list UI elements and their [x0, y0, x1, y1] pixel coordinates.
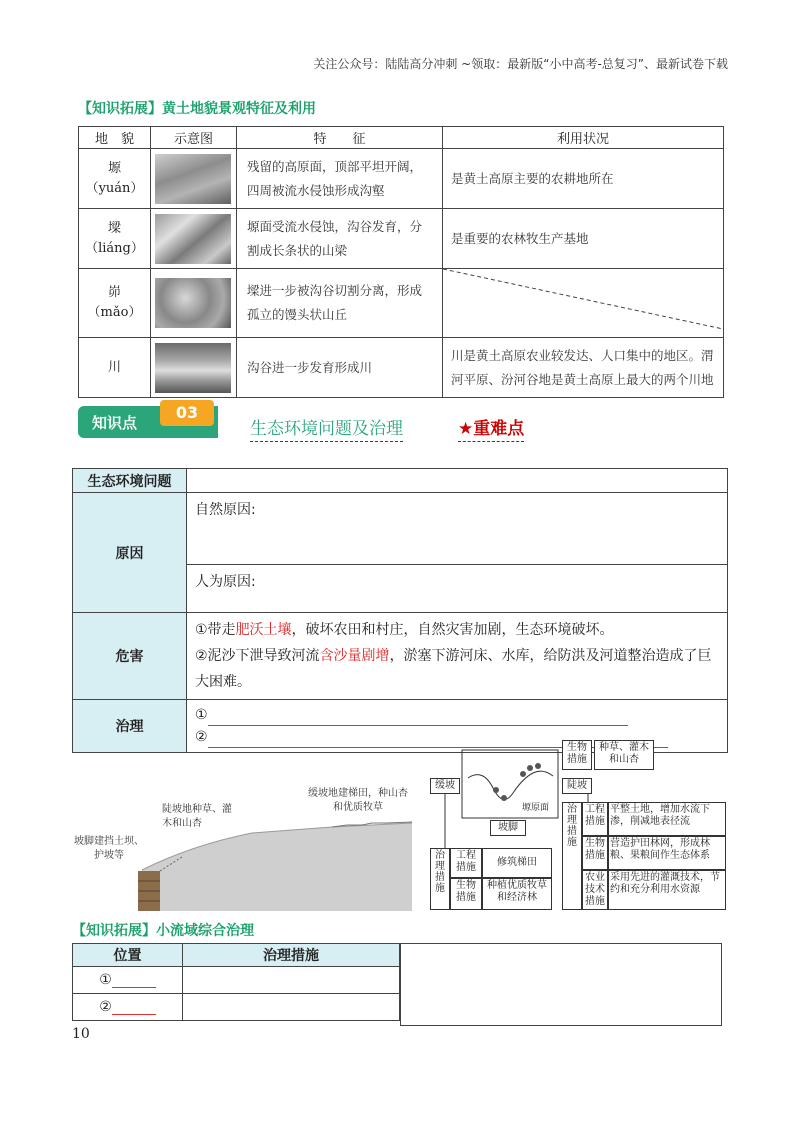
harm2-text: ②泥沙下泄导致河流	[195, 648, 320, 664]
position-cell-1[interactable]	[73, 967, 183, 994]
col-measure: 治理措施	[183, 944, 400, 967]
table-row	[79, 149, 724, 209]
natural-cause-field[interactable]	[187, 493, 728, 565]
position-blank-1[interactable]	[112, 974, 156, 988]
bio-measure-top: 生物措施	[562, 740, 592, 770]
gentle-slope-label: 缓坡地建梯田，种山杏和优质牧草	[308, 788, 408, 813]
slope-treatment-diagram	[72, 765, 412, 911]
slope-foot-label: 坡脚建挡土坝、护坡等	[74, 836, 144, 861]
harm1-highlight: 肥沃土壤	[235, 622, 292, 638]
agri-measure-right: 农业技术措施	[582, 870, 608, 910]
landform-feature: 塬面受流水侵蚀，沟谷发育，分割成长条状的山梁	[237, 209, 443, 269]
harm-content	[187, 613, 728, 700]
position-blank-2[interactable]	[112, 1001, 156, 1015]
govern-index-2: ②	[195, 729, 208, 745]
diagonal-dashed-line	[443, 269, 723, 329]
steep-slope-box: 陡坡	[562, 778, 592, 794]
gov-measures-left: 治理措施	[430, 848, 450, 910]
eco-problem-table	[72, 468, 728, 753]
landform-use-empty	[443, 269, 724, 338]
harm1-text: ①带走	[195, 622, 236, 638]
eng-measure-right-desc: 平整土地，增加水流下渗，削减地表径流	[608, 802, 726, 836]
govern-label: 治理	[73, 700, 187, 753]
key-difficulty-badge: ★重难点	[458, 414, 524, 442]
measure-cell-2[interactable]	[183, 994, 400, 1021]
section-title-loess: 【知识拓展】黄土地貌景观特征及利用	[78, 101, 316, 117]
measures-flowchart	[428, 738, 728, 912]
loess-landform-table	[78, 126, 724, 398]
landform-use: 是重要的农林牧生产基地	[443, 209, 724, 269]
landform-photo	[155, 154, 231, 204]
table-row	[73, 994, 400, 1021]
eco-problem-header: 生态环境问题	[73, 469, 187, 493]
eco-problem-answer[interactable]	[187, 469, 728, 493]
position-cell-2[interactable]	[73, 994, 183, 1021]
govern-blank-1[interactable]	[208, 712, 628, 726]
landform-use: 是黄土高原主要的农耕地所在	[443, 149, 724, 209]
harm2-text-rest: ，淤塞下游河床、水库，给防洪及河道整治造成了巨大困难。	[195, 648, 712, 690]
table-row	[73, 967, 400, 994]
bio-measure-right-desc: 营造护田林网，形成林粮、果粮间作生态体系	[608, 836, 726, 870]
gov-measures-right: 治理措施	[562, 802, 582, 910]
bio-measure-left: 生物措施	[450, 878, 482, 910]
bio-measure-left-desc: 种植优质牧草和经济林	[482, 878, 552, 910]
landform-photo	[155, 343, 231, 393]
human-cause-label: 人为原因:	[195, 574, 256, 590]
table-row	[79, 338, 724, 398]
position-index-1: ①	[99, 972, 112, 988]
landform-feature: 残留的高原面，顶部平坦开阔，四周被流水侵蚀形成沟壑	[237, 149, 443, 209]
plateau-label: 塬原面	[522, 803, 550, 813]
col-position: 位置	[73, 944, 183, 967]
harm2-highlight: 含沙量剧增	[319, 648, 390, 664]
human-cause-field[interactable]	[187, 565, 728, 613]
table-row	[79, 209, 724, 269]
cause-label: 原因	[73, 493, 187, 613]
col-diagram: 示意图	[151, 127, 237, 149]
landform-name: 墚	[107, 220, 121, 236]
agri-measure-right-desc: 采用先进的灌溉技术，节约和充分利用水资源	[608, 870, 726, 910]
section-title-watershed: 【知识拓展】小流域综合治理	[72, 923, 254, 939]
eng-measure-right: 工程措施	[582, 802, 608, 836]
bio-measure-right: 生物措施	[582, 836, 608, 870]
eng-measure-left: 工程措施	[450, 848, 482, 878]
bio-measure-top-desc: 种草、灌木和山杏	[594, 740, 654, 770]
landform-photo	[155, 214, 231, 264]
watershed-table	[72, 943, 400, 1021]
natural-cause-label: 自然原因:	[195, 502, 256, 518]
position-index-2: ②	[99, 999, 112, 1015]
page-number: 10	[72, 1026, 90, 1042]
header-note: 关注公众号：陆陆高分冲刺 ~领取：最新版“小中高考-总复习”、最新试卷下载	[313, 57, 728, 71]
knowledge-point-title: 生态环境问题及治理	[250, 414, 403, 442]
landform-pinyin: （liáng）	[85, 240, 144, 256]
landform-photo	[155, 278, 231, 328]
landform-pinyin: （yuán）	[85, 180, 144, 196]
landform-name: 川	[107, 359, 121, 375]
measure-cell-1[interactable]	[183, 967, 400, 994]
col-landform: 地 貌	[79, 127, 151, 149]
landform-feature: 沟谷进一步发育形成川	[237, 338, 443, 398]
slope-foot-box: 坡脚	[490, 820, 526, 836]
landform-use: 川是黄土高原农业较发达、人口集中的地区。渭河平原、汾河谷地是黄土高原上最大的两个川地	[443, 338, 724, 398]
col-use: 利用状况	[443, 127, 724, 149]
steep-slope-label: 陡坡地种草、灌木和山杏	[162, 804, 232, 829]
landform-feature: 墚进一步被沟谷切割分离，形成孤立的馒头状山丘	[237, 269, 443, 338]
knowledge-point-label: 知识点	[92, 414, 138, 432]
knowledge-point-number: 03	[160, 400, 214, 426]
col-feature: 特 征	[237, 127, 443, 149]
eng-measure-left-desc: 修筑梯田	[482, 848, 552, 878]
gentle-slope-box: 缓坡	[430, 778, 460, 794]
govern-index-1: ①	[195, 707, 208, 723]
table-row	[79, 269, 724, 338]
watershed-figure-box	[400, 943, 722, 1026]
harm-label: 危害	[73, 613, 187, 700]
landform-pinyin: （mǎo）	[87, 305, 142, 320]
landform-name: 塬	[107, 160, 121, 176]
landform-name: 峁	[107, 285, 121, 300]
harm1-text-rest: ，破坏农田和村庄，自然灾害加剧，生态环境破坏。	[291, 622, 614, 638]
govern-line-1[interactable]	[195, 704, 719, 726]
